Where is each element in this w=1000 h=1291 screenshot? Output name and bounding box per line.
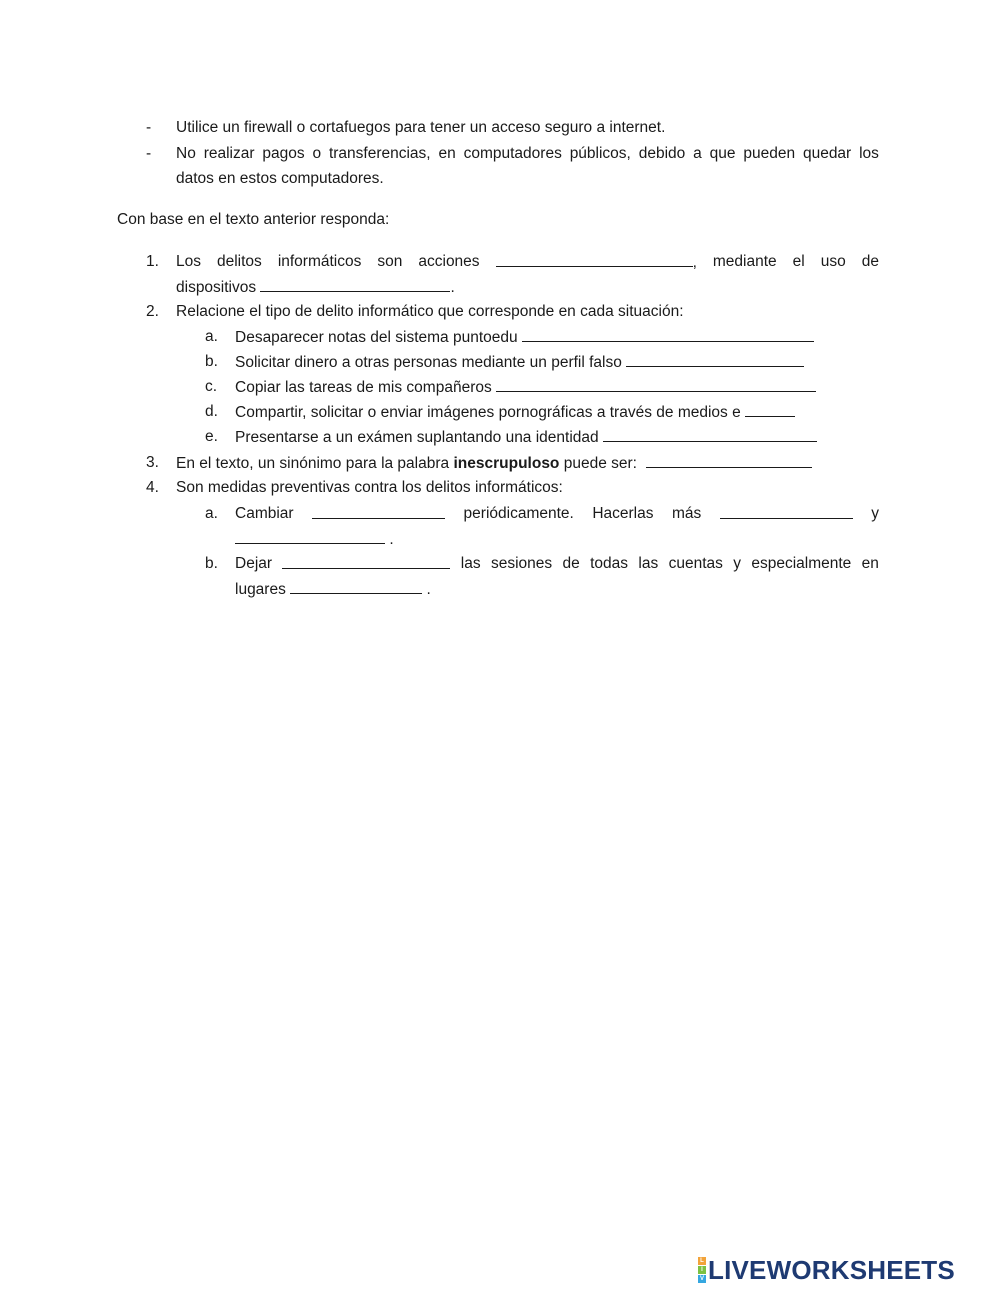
answer-blank[interactable] xyxy=(720,505,853,519)
item-text: Solicitar dinero a otras personas mediante un perfil falso xyxy=(235,353,804,372)
question-4-text: Son medidas preventivas contra los delitos informáticos: xyxy=(176,479,563,496)
answer-blank[interactable] xyxy=(646,454,812,468)
answer-blank[interactable] xyxy=(603,428,817,442)
answer-blank[interactable] xyxy=(745,403,795,417)
item-4b-line1: Dejar las sesiones de todas las cuentas y especialmente en xyxy=(235,555,879,572)
answer-blank[interactable] xyxy=(496,378,816,392)
logo-blocks-icon: L I V xyxy=(699,1258,704,1282)
item-letter: a. xyxy=(205,505,218,522)
item-letter: a. xyxy=(205,328,218,345)
item-letter: b. xyxy=(205,353,218,370)
answer-blank[interactable] xyxy=(626,353,804,367)
question-number: 2. xyxy=(146,303,159,320)
bold-word: inescrupuloso xyxy=(453,455,560,472)
question-number: 4. xyxy=(146,479,159,496)
item-4b-line2: lugares . xyxy=(235,581,431,598)
bullet-text: Utilice un firewall o cortafuegos para tener un acceso seguro a internet. xyxy=(176,119,666,136)
question-1-line2: dispositivos . xyxy=(176,279,455,296)
item-text: Desaparecer notas del sistema puntoedu xyxy=(235,328,814,347)
item-letter: b. xyxy=(205,555,218,572)
liveworksheets-logo xyxy=(698,1256,955,1284)
answer-blank[interactable] xyxy=(282,555,450,569)
item-letter: c. xyxy=(205,378,218,395)
bullet-marker: - xyxy=(146,119,152,136)
bullet-text-line: No realizar pagos o transferencias, en computadores públicos, debido a que pueden quedar los xyxy=(176,145,879,162)
item-text: Copiar las tareas de mis compañeros xyxy=(235,378,816,397)
item-letter: d. xyxy=(205,403,218,420)
logo-text: LIVEWORKSHEETS xyxy=(708,1254,955,1285)
item-letter: e. xyxy=(205,428,218,445)
question-number: 1. xyxy=(146,253,159,270)
item-4a-line1: Cambiar periódicamente. Hacerlas más y xyxy=(235,505,879,522)
question-1-line1: Los delitos informáticos son acciones , mediante el uso de xyxy=(176,253,879,271)
answer-blank[interactable] xyxy=(496,253,693,267)
bullet-text-line2: datos en estos computadores. xyxy=(176,170,384,187)
answer-blank[interactable] xyxy=(260,278,450,292)
item-text: Compartir, solicitar o enviar imágenes pornográficas a través de medios e xyxy=(235,403,795,422)
question-2-text: Relacione el tipo de delito informático que corresponde en cada situación: xyxy=(176,303,684,320)
bullet-marker: - xyxy=(146,145,152,162)
item-text: Presentarse a un exámen suplantando una identidad xyxy=(235,428,817,447)
answer-blank[interactable] xyxy=(235,530,385,544)
question-3-text: En el texto, un sinónimo para la palabra inescrupuloso puede ser: xyxy=(176,454,812,473)
intro-text: Con base en el texto anterior responda: xyxy=(117,211,390,228)
answer-blank[interactable] xyxy=(312,505,445,519)
answer-blank[interactable] xyxy=(522,328,814,342)
answer-blank[interactable] xyxy=(290,580,422,594)
question-number: 3. xyxy=(146,454,159,471)
item-4a-line2: . xyxy=(235,530,394,549)
